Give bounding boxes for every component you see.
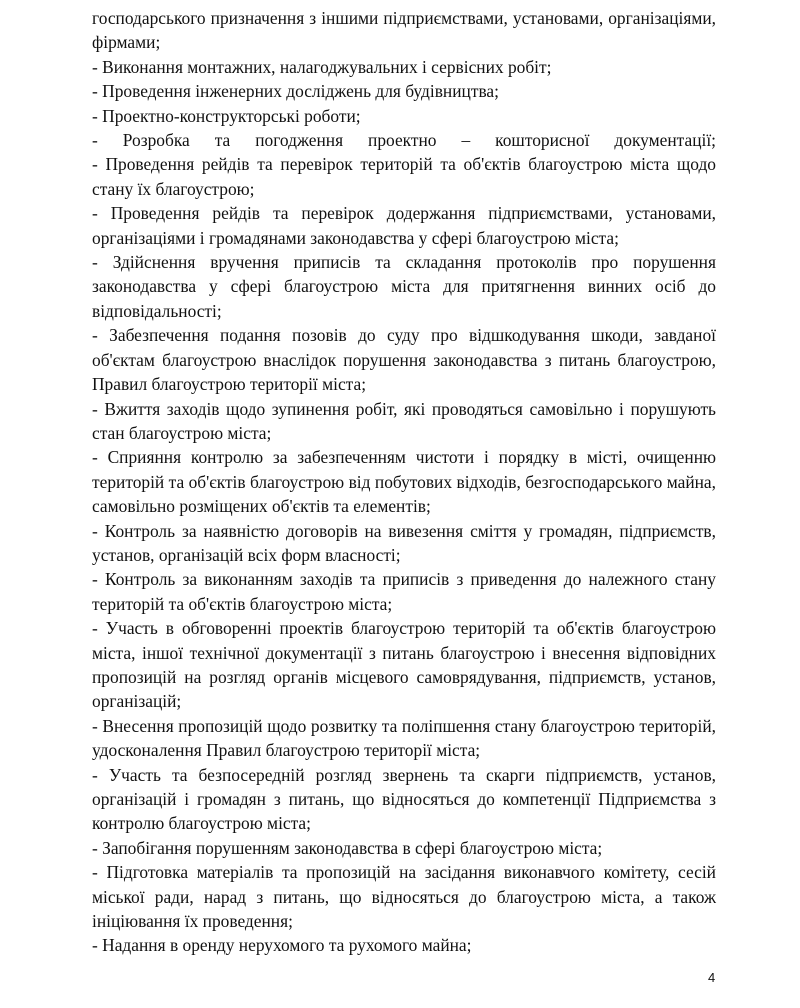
paragraph: - Контроль за виконанням заходів та приписів з приведення до належного стану територій та об'єктів благоустрою міста; bbox=[92, 569, 716, 614]
paragraph: - Підготовка матеріалів та пропозицій на засідання виконавчого комітету, сесій міської ради, нарад з питань, що відносяться до благоустрою міста, а також ініціювання їх проведення; bbox=[92, 862, 716, 932]
paragraph: - Контроль за наявністю договорів на вивезення сміття у громадян, підприємств, установ, організацій всіх форм власності; bbox=[92, 520, 716, 565]
paragraph: господарського призначення з іншими підприємствами, установами, організаціями, фірмами; bbox=[92, 8, 716, 53]
paragraph: - Участь в обговоренні проектів благоустрою територій та об'єктів благоустрою міста, іншої технічної документації з питань благоустрою і внесення відповідних пропозицій на розгляд органів місцевого самоврядування, підприємств, установ, організацій; bbox=[92, 618, 716, 712]
document-body bbox=[92, 6, 716, 958]
paragraph: - Надання в оренду нерухомого та рухомого майна; bbox=[92, 935, 472, 956]
paragraph: - Здійснення вручення приписів та складання протоколів про порушення законодавства у сфері благоустрою міста для притягнення винних осіб до відповідальності; bbox=[92, 252, 716, 321]
paragraph: - Вжиття заходів щодо зупинення робіт, які проводяться самовільно і порушують стан благоустрою міста; bbox=[92, 398, 716, 443]
paragraph: - Проведення інженерних досліджень для будівництва; bbox=[92, 81, 499, 102]
paragraph: - Внесення пропозицій щодо розвитку та поліпшення стану благоустрою територій, удосконалення Правил благоустрою території міста; bbox=[92, 715, 716, 761]
paragraph: - Участь та безпосередній розгляд звернень та скарги підприємств, установ, організацій і громадян з питань, що відносяться до компетенції Підприємства з контролю благоустрою міста; bbox=[92, 764, 716, 834]
paragraph: - Виконання монтажних, налагоджувальних і сервісних робіт; bbox=[92, 56, 552, 77]
paragraph: - Розробка та погодження проектно – кошторисної документації; bbox=[92, 130, 716, 151]
page-number: 4 bbox=[708, 970, 716, 985]
paragraph: - Сприяння контролю за забезпеченням чистоти і порядку в місті, очищенню територій та об'єктів благоустрою від побутових відходів, безгосподарського майна, самовільно розміщених об'єктів та елементів; bbox=[92, 447, 716, 517]
paragraph: - Проведення рейдів та перевірок додержання підприємствами, установами, організаціями і громадянами законодавства у сфері благоустрою міста; bbox=[92, 203, 716, 248]
paragraph: - Забезпечення подання позовів до суду про відшкодування шкоди, завданої об'єктам благоустрою внаслідок порушення законодавства з питань благоустрою, Правил благоустрою території міста; bbox=[92, 325, 716, 395]
paragraph: - Проведення рейдів та перевірок територій та об'єктів благоустрою міста щодо стану їх благоустрою; bbox=[92, 154, 716, 199]
paragraph: - Проектно-конструкторські роботи; bbox=[92, 105, 361, 126]
paragraph: - Запобігання порушенням законодавства в сфері благоустрою міста; bbox=[92, 837, 603, 858]
